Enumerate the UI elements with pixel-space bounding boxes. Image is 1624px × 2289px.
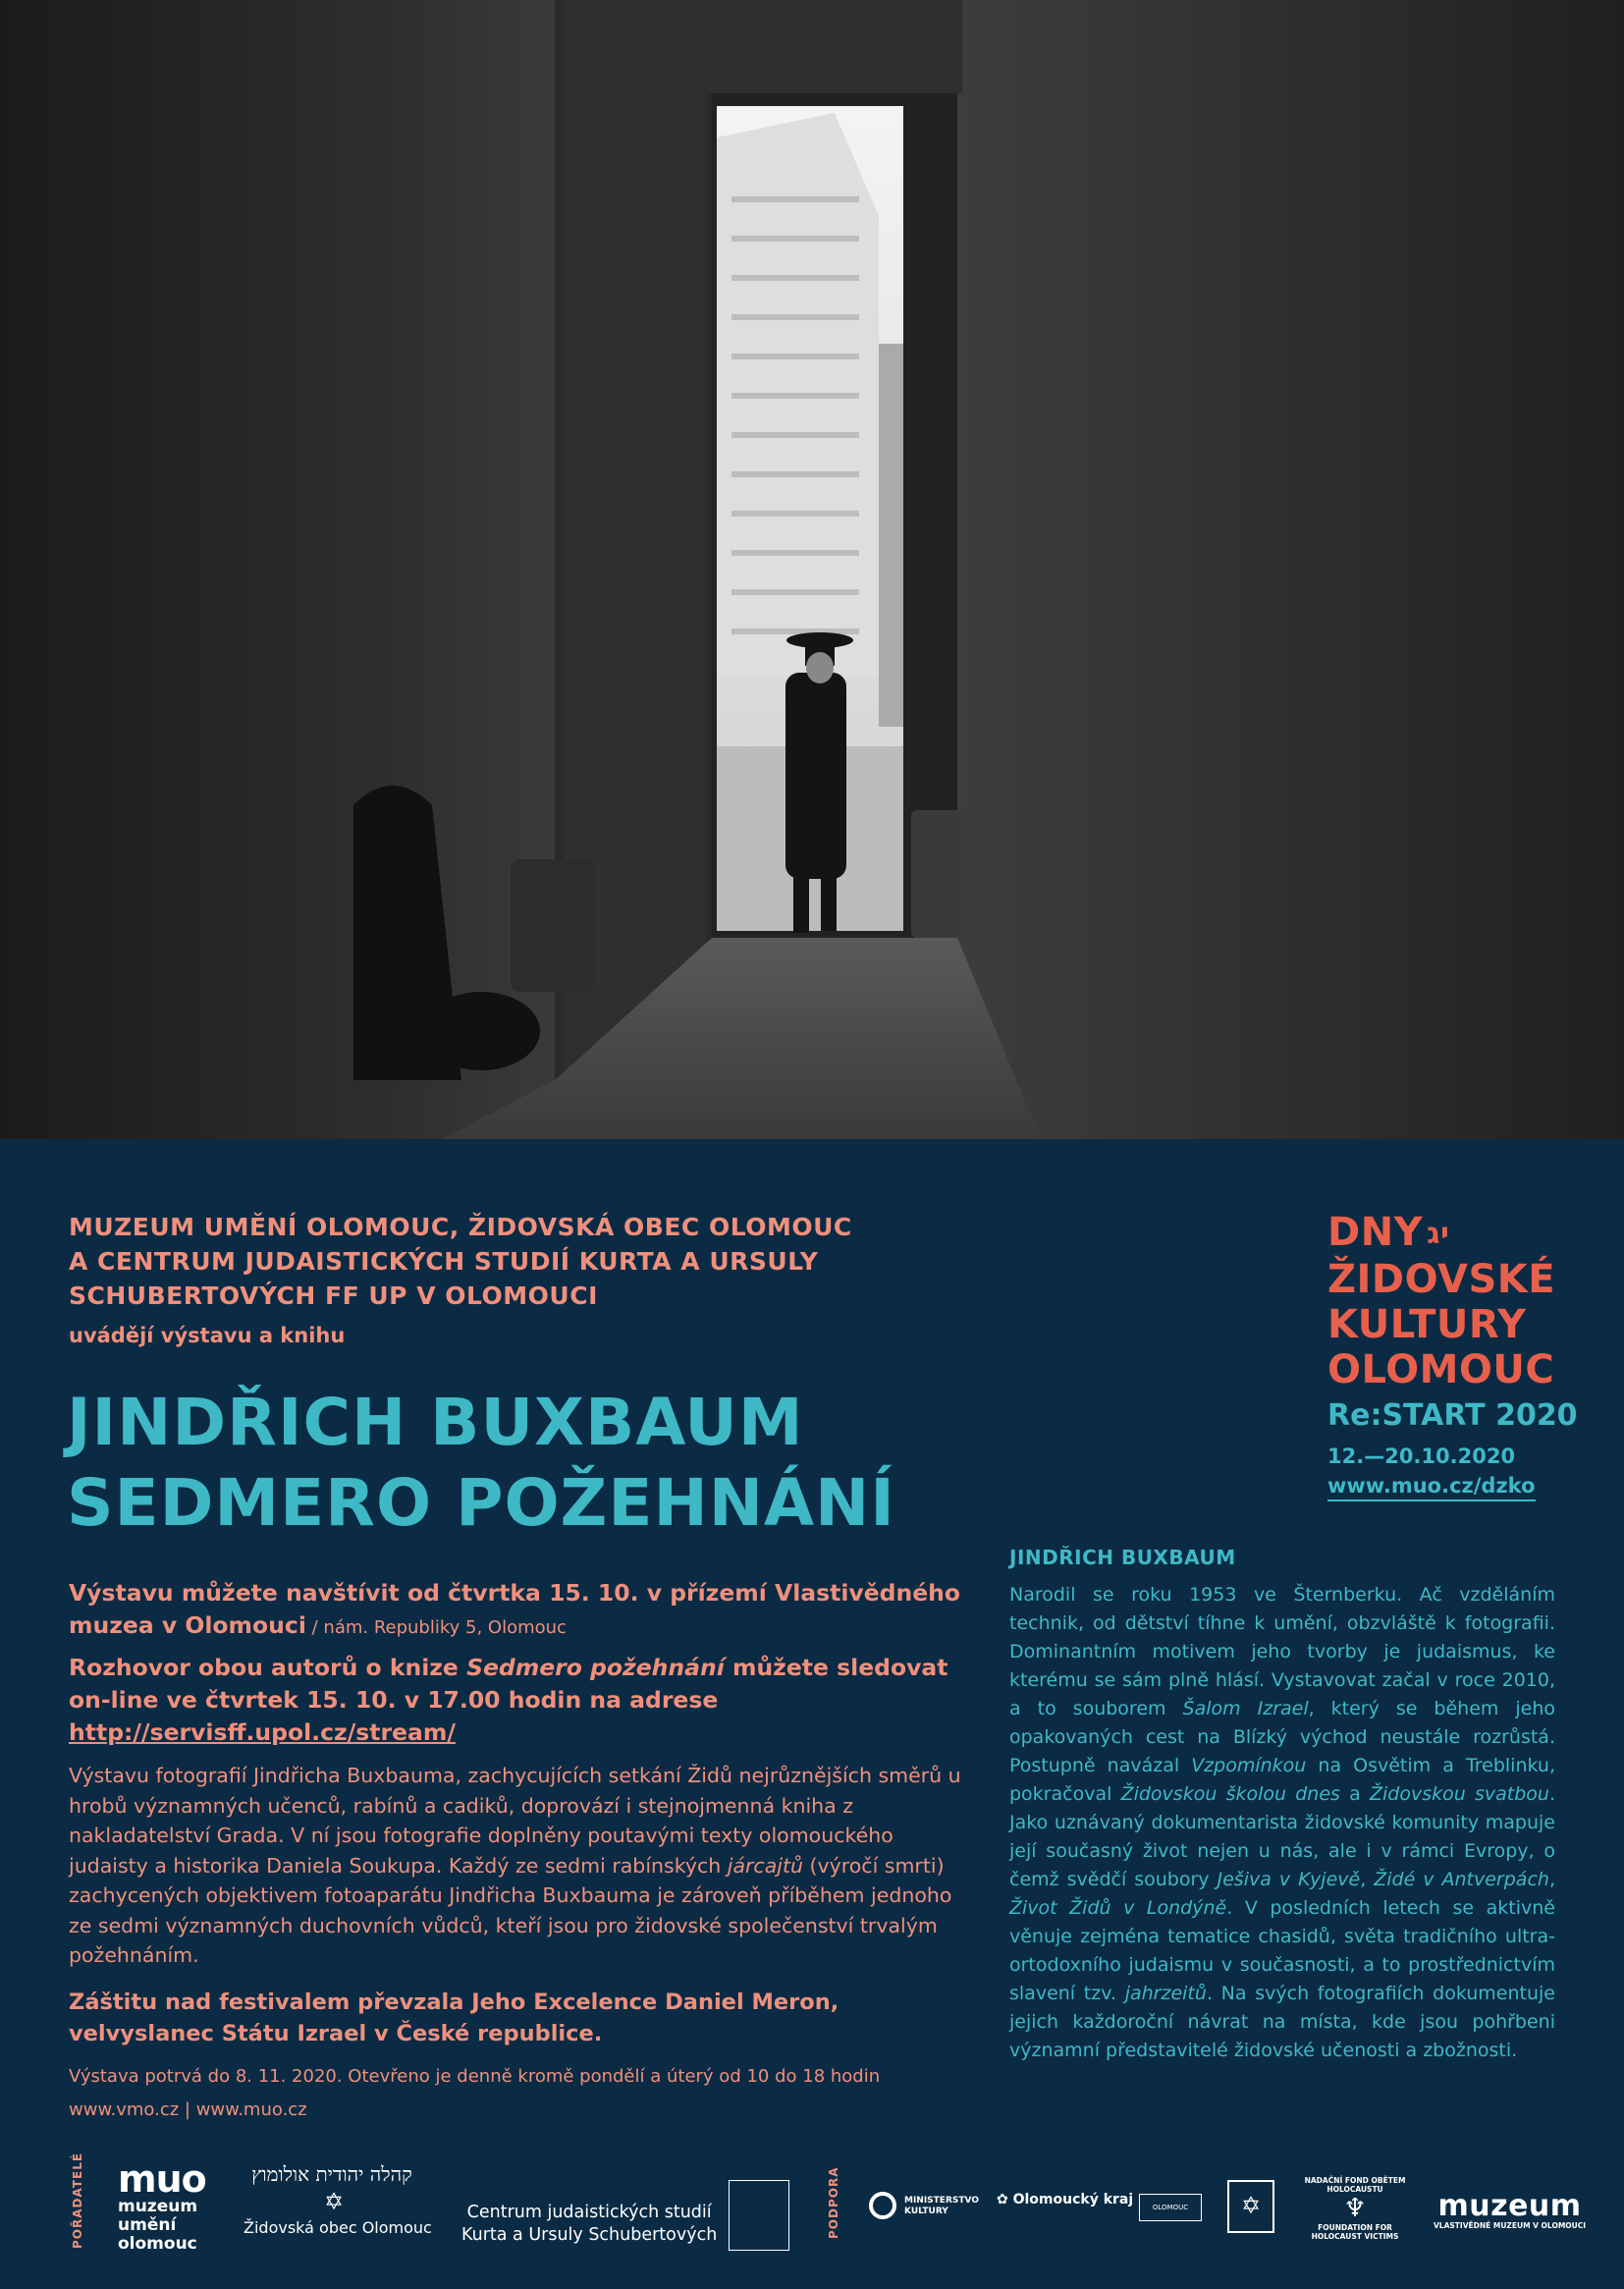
description-italic: járcajtů	[727, 1853, 803, 1878]
festival-line-1: DNY	[1327, 1210, 1424, 1255]
star-of-david-icon: ✡	[324, 2188, 345, 2215]
bio-text-7: ,	[1548, 1869, 1555, 1890]
holocaust-foundation-line-2: HOLOCAUSTU	[1326, 2185, 1383, 2194]
bio-italic-1: Šalom Izrael	[1182, 1698, 1309, 1719]
jewish-community-logo	[244, 2162, 432, 2237]
visit-address: / nám. Republiky 5, Olomouc	[305, 1617, 567, 1638]
website-links[interactable]: www.vmo.cz | www.muo.cz	[69, 2098, 307, 2120]
festival-line-4: OLOMOUC	[1327, 1347, 1555, 1392]
description-part-1: Výstavu fotografií Jindřicha Buxbauma, zachycujících setkání Židů nejrůznějších směrů u hrobů významných učenců, rabínů a cadiků, doprovází i stejnojmenná kniha z nakladatelství Grada. V ní jsou fotografie doplněny poutavými texty olomouckého judaisty a historika Daniela Soukupa. Každý ze sedmi rabínských	[69, 1764, 961, 1878]
footer-logos	[0, 2141, 1624, 2259]
judaistic-studies-emblem-icon	[729, 2180, 789, 2251]
bio-italic-5: Ješiva v Kyjevě	[1217, 1869, 1361, 1890]
photo-illustration	[0, 0, 1624, 1139]
interview-pre: Rozhovor obou autorů o knize	[69, 1654, 467, 1681]
organizers-line-2: A CENTRUM JUDAISTICKÝCH STUDIÍ KURTA A URSULY	[69, 1247, 819, 1276]
exhibition-description	[69, 1761, 962, 1971]
organizers-line-3: SCHUBERTOVÝCH FF UP V OLOMOUCI	[69, 1281, 598, 1310]
bio-text-8: . V posledních letech se aktivně věnuje zejména tematice chasidů, světa tradičního ultra-ortodoxního judaismu v současnosti, a to prostřednictvím slavení tzv.	[1009, 1897, 1555, 2004]
judaistic-studies-logo	[461, 2202, 717, 2247]
festival-restart: Re:START 2020	[1327, 1398, 1578, 1433]
organizers-label: POŘADATELÉ	[71, 2152, 84, 2249]
stream-link[interactable]: http://servisff.upol.cz/stream/	[69, 1718, 456, 1746]
visit-main: Výstavu můžete navštívit od čtvrtka 15. 10. v přízemí Vlastivědného muzea v Olomouci	[69, 1579, 961, 1639]
exhibition-duration: Výstava potrvá do 8. 11. 2020. Otevřeno je denně kromě pondělí a úterý od 10 do 18 hodin	[69, 2065, 881, 2087]
festival-line-2: ŽIDOVSKÉ	[1327, 1257, 1556, 1302]
flower-icon: ✿	[997, 2192, 1008, 2207]
holocaust-foundation-line-4: HOLOCAUST VICTIMS	[1311, 2232, 1399, 2241]
interview-post: můžete sledovat on-line ve čtvrtek 15. 10. v 17.00 hodin na adrese	[69, 1654, 948, 1714]
holocaust-foundation-line-1: NADAČNÍ FOND OBĚTEM	[1304, 2176, 1406, 2185]
title-line-2: SEDMERO POŽEHNÁNÍ	[67, 1465, 895, 1541]
ministry-ring-icon	[869, 2192, 896, 2219]
bio-italic-7: Život Židů v Londýně	[1009, 1897, 1227, 1919]
support-label: PODPORA	[827, 2166, 840, 2239]
festival-name	[1327, 1210, 1583, 1392]
patronage: Záštitu nad festivalem převzala Jeho Excelence Daniel Meron, velvyslanec Státu Izrael v České republice.	[69, 1989, 839, 2046]
menorah-icon: ♆	[1343, 2194, 1367, 2223]
vlastivedne-muzeum-mark: muzeum	[1437, 2189, 1582, 2223]
bio-italic-4: Židovskou svatbou	[1369, 1783, 1549, 1805]
holocaust-foundation-line-3: FOUNDATION FOR	[1318, 2223, 1392, 2232]
muo-logo-mark: muo	[118, 2157, 206, 2201]
bio-text-1: Narodil se roku 1953 ve Šternberku. Ač vzděláním technik, od dětství tíhne k umění, obzvláště k fotografii. Dominantním motivem jeho tvorby je judaismus, ke kterému se sám plně hlásí. Vystavovat začal v roce 2010, a to souborem	[1009, 1584, 1555, 1719]
judaistic-studies-line-1: Centrum judaistických studií	[466, 2203, 712, 2222]
title-line-1: JINDŘICH BUXBAUM	[67, 1385, 804, 1460]
organizers-block	[69, 1210, 952, 1313]
olomouc-region-text: Olomoucký kraj	[1012, 2192, 1134, 2207]
muo-logo	[118, 2157, 206, 2254]
visit-info	[69, 1577, 962, 1644]
judaistic-studies-line-2: Kurta a Ursuly Schubertových	[461, 2225, 718, 2245]
bio-italic-6: Židé v Antverpách	[1374, 1869, 1549, 1890]
muo-logo-line-3: olomouc	[118, 2234, 197, 2254]
interview-book-title: Sedmero požehnání	[466, 1654, 725, 1681]
bio-text	[1009, 1581, 1555, 2065]
festival-url-link[interactable]: www.muo.cz/dzko	[1327, 1474, 1536, 1501]
festival-dates: 12.—20.10.2020	[1327, 1444, 1516, 1468]
bio-italic-8: jahrzeitů	[1124, 1983, 1207, 2004]
olomouc-region-logo	[997, 2192, 1133, 2207]
festival-block	[1327, 1210, 1583, 1501]
holocaust-foundation-logo	[1298, 2176, 1412, 2241]
bio-italic-3: Židovskou školou dnes	[1120, 1783, 1340, 1805]
bio-text-6: ,	[1360, 1869, 1375, 1890]
vlastivedne-muzeum-caption: VLASTIVĚDNÉ MUZEUM V OLOMOUCI	[1434, 2221, 1587, 2230]
interview-info	[69, 1652, 962, 1749]
bio-text-2: , který se během jeho opakovaných cest na Blízký východ neustále rozrůstá. Postupně navázal	[1009, 1698, 1556, 1776]
muo-logo-line-1: muzeum	[118, 2197, 198, 2216]
olomouc-city-logo: OLOMOUC	[1139, 2194, 1202, 2221]
bio-text-5: . Jako uznávaný dokumentarista židovské komunity mapuje její současný život nejen u nás, ale i v rámci Evropy, o čemž svědčí soubory	[1009, 1783, 1555, 1890]
israel-embassy-emblem-icon: ✡	[1227, 2180, 1274, 2233]
festival-star-icon: יג	[1427, 1217, 1450, 1251]
jewish-community-caption: Židovská obec Olomouc	[244, 2218, 432, 2237]
organizers-line-1: MUZEUM UMĚNÍ OLOMOUC, ŽIDOVSKÁ OBEC OLOMOUC	[69, 1213, 852, 1241]
muo-logo-line-2: umění	[118, 2215, 177, 2235]
bio-title: JINDŘICH BUXBAUM	[1009, 1546, 1236, 1569]
bio-column	[1009, 1546, 1555, 2065]
bio-text-9: . Na svých fotografiích dokumentuje jejich každoroční návrat na místa, kde jsou pohřbeni významní představitelé židovské učenosti a zbožnosti.	[1009, 1983, 1555, 2061]
ministry-line-1: MINISTERSTVO	[904, 2196, 979, 2206]
bio-text-3: na Osvětim a Treblinku, pokračoval	[1009, 1755, 1555, 1805]
jewish-community-hebrew: קהלה יהודית אולומוץ	[251, 2162, 412, 2186]
festival-line-3: KULTURY	[1327, 1302, 1527, 1347]
hero-photo	[0, 0, 1624, 1139]
bio-text-4: a	[1339, 1783, 1370, 1805]
bio-italic-2: Vzpomínkou	[1191, 1755, 1307, 1776]
presents-line: uvádějí výstavu a knihu	[69, 1324, 346, 1347]
exhibition-title	[67, 1383, 895, 1544]
description-part-2: (výročí smrti) zachycených objektivem fotoaparátu Jindřicha Buxbauma je zároveň příběhem jednoho ze sedmi významných duchovních vůdců, kteří jsou pro židovské společenství trvalým požehnáním.	[69, 1853, 952, 1967]
ministry-line-2: KULTURY	[904, 2207, 948, 2216]
main-text-column	[69, 1577, 962, 2124]
vlastivedne-muzeum-logo	[1434, 2189, 1587, 2230]
